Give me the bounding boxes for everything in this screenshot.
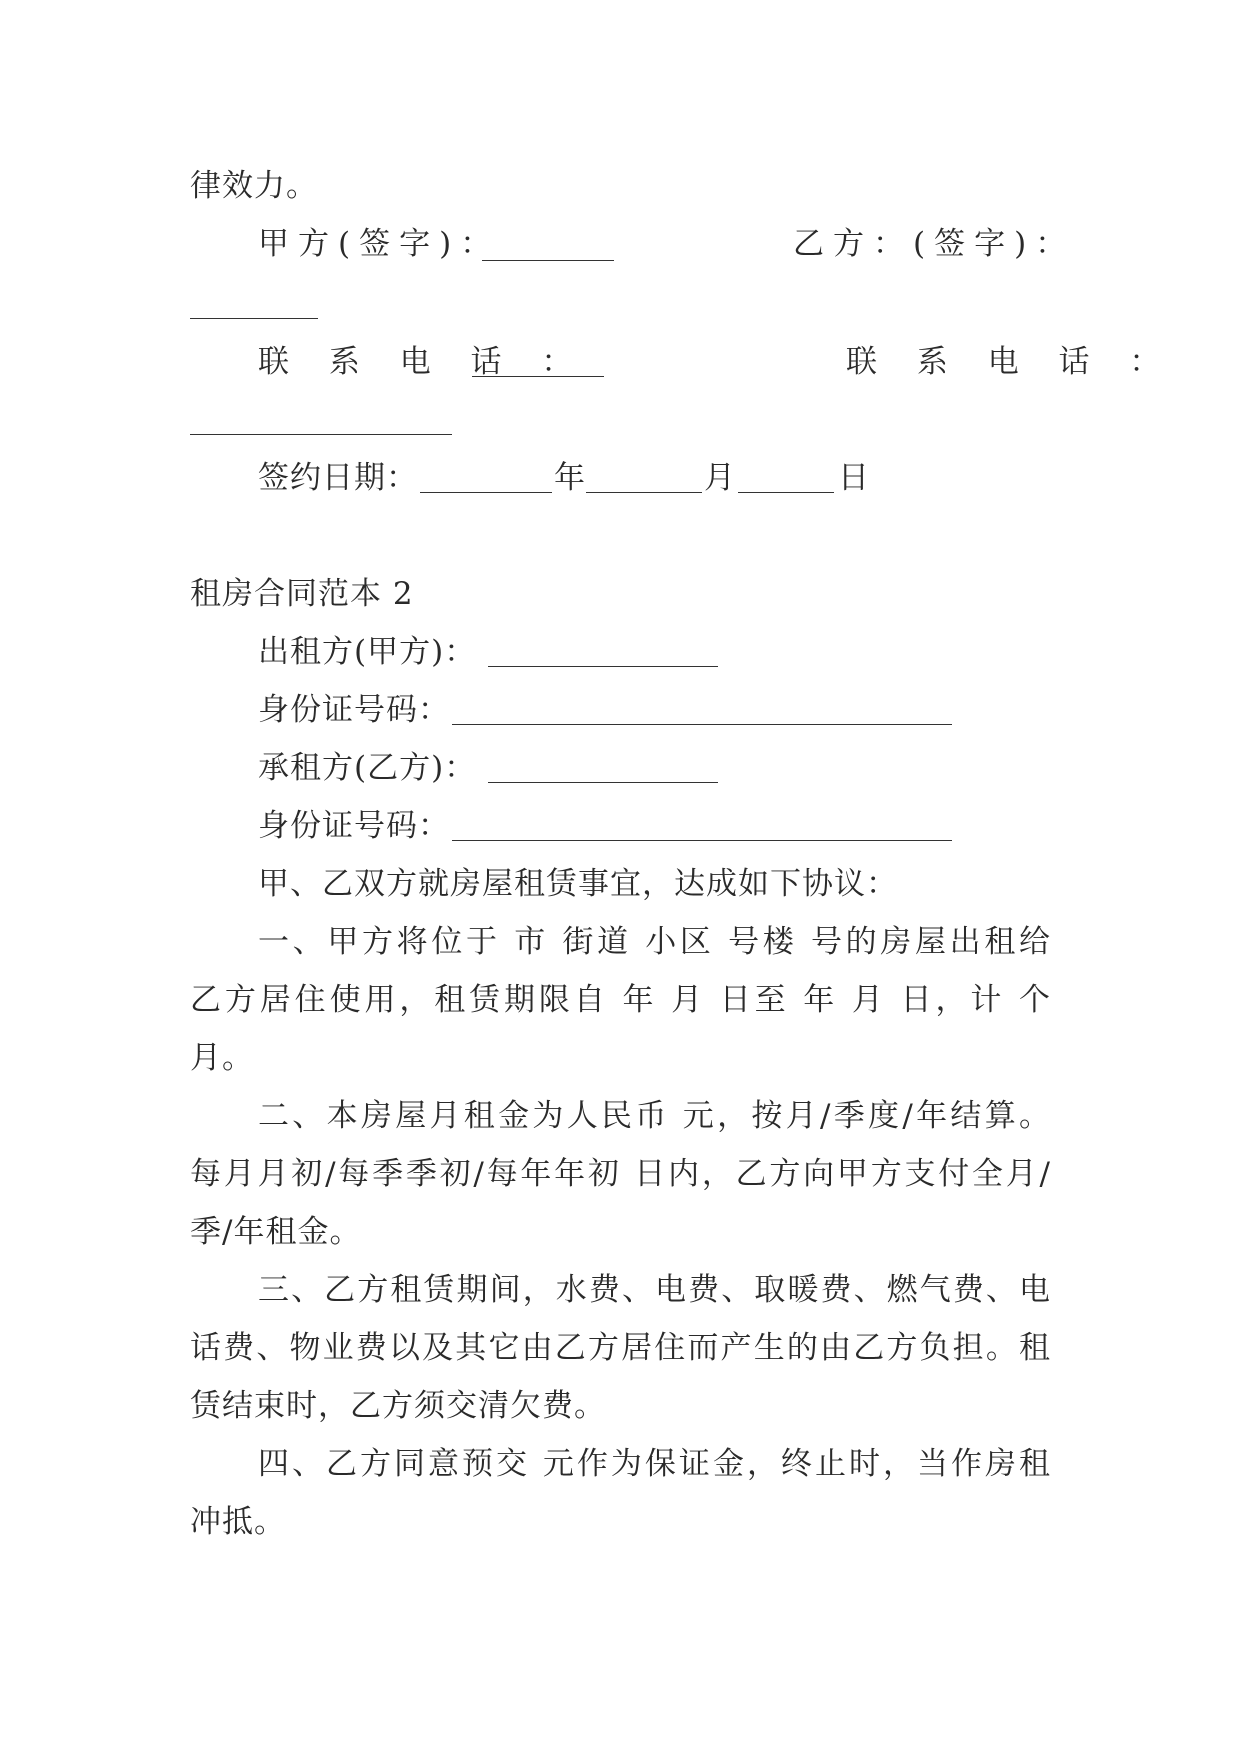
contract-title: 租房合同范本 2 (190, 576, 414, 612)
id-b-blank[interactable] (452, 840, 952, 841)
clause-1-line-3: 月。 (190, 1040, 254, 1076)
clause-3-line-3: 赁结束时，乙方须交清欠费。 (190, 1388, 606, 1424)
lessee-blank[interactable] (488, 782, 718, 783)
clause-3-line-2: 话费、物业费以及其它由乙方居住而产生的由乙方负担。租 (190, 1330, 1050, 1366)
date-month-unit: 月 (704, 460, 736, 496)
lessee-label: 承租方(乙方)： (258, 750, 477, 786)
phone-a-blank[interactable] (472, 376, 604, 377)
clause-4-line-1: 四、乙方同意预交 元作为保证金，终止时，当作房租 (258, 1446, 1050, 1482)
phone-b-label: 联 系 电 话 ： (846, 344, 1176, 380)
id-a-blank[interactable] (452, 724, 952, 725)
date-year-unit: 年 (554, 460, 586, 496)
clause-2-line-1: 二、本房屋月租金为人民币 元，按月/季度/年结算。 (258, 1098, 1050, 1134)
sign-a-label: 甲方(签字)： (258, 226, 501, 262)
phone-a-label: 联 系 电 话 ： (258, 344, 588, 380)
intro-text: 甲、乙双方就房屋租赁事宜，达成如下协议： (258, 866, 898, 902)
id-b-label: 身份证号码： (258, 808, 450, 844)
clause-1-line-2: 乙方居住使用，租赁期限自 年 月 日至 年 月 日，计 个 (190, 982, 1050, 1018)
clause-3-line-1: 三、乙方租赁期间，水费、电费、取暖费、燃气费、电 (258, 1272, 1050, 1308)
clause-2-line-3: 季/年租金。 (190, 1214, 362, 1250)
date-year-blank[interactable] (420, 492, 552, 493)
date-day-blank[interactable] (738, 492, 834, 493)
phone-b-blank[interactable] (190, 434, 452, 435)
date-day-unit: 日 (838, 460, 870, 496)
sign-a-blank[interactable] (482, 260, 614, 261)
sign-b-label: 乙方：(签字)： (793, 226, 1076, 262)
lessor-blank[interactable] (488, 666, 718, 667)
id-a-label: 身份证号码： (258, 692, 450, 728)
clause-2-line-2: 每月月初/每季季初/每年年初 日内，乙方向甲方支付全月/ (190, 1156, 1050, 1192)
sign-b-blank[interactable] (190, 318, 318, 319)
top-line: 律效力。 (190, 168, 318, 204)
lessor-label: 出租方(甲方)： (258, 634, 477, 670)
clause-1-line-1: 一、甲方将位于 市 街道 小区 号楼 号的房屋出租给 (258, 924, 1050, 960)
date-label: 签约日期： (258, 460, 418, 496)
date-month-blank[interactable] (586, 492, 702, 493)
clause-4-line-2: 冲抵。 (190, 1504, 286, 1540)
